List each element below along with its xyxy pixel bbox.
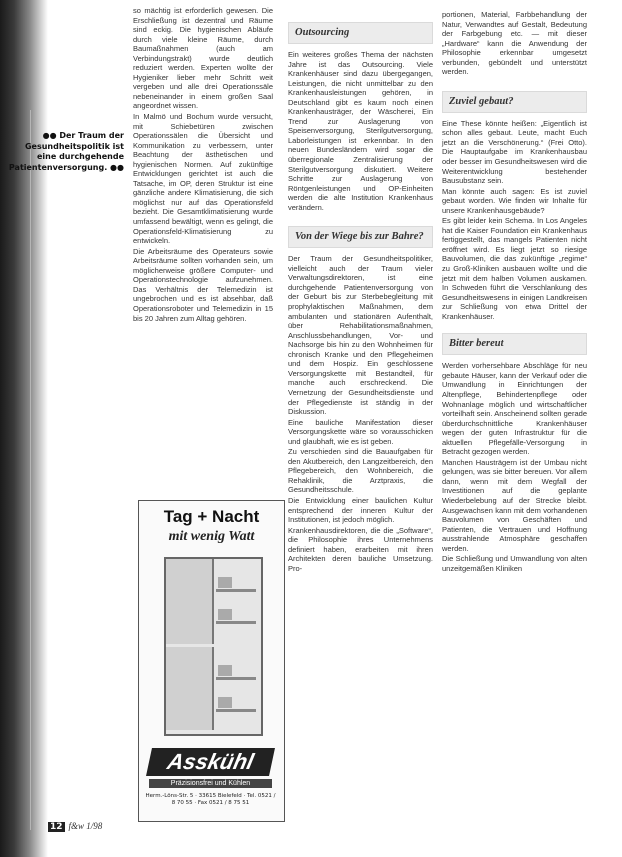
paragraph: Werden vorhersehbare Abschläge für neu gebaute Häuser, kann der Verkauf oder die Umwandlung in Einrichtungen der Altenpflege, Behindertenpflege oder Wohnanlage möglich und wirtschaftlicher vorteilhaft sein. Anscheinend sollten gerade überdurchschnittliche Krankenhäuser wegen der guten Infrastruktur für die aktuellen Pflegefälle-Versorgung in Betracht gezogen werden. [442, 361, 587, 457]
paragraph: Die Schließung und Umwandlung von alten unzeitgemäßen Kliniken [442, 554, 587, 573]
refrigerator-image [164, 557, 263, 736]
pull-quote: ●● Der Traum der Gesundheitspolitik ist eine durchgehende Patientenversorgung. ●● [8, 131, 124, 172]
ad-tagline: Präzisionsfrei und Kühlen [149, 779, 272, 788]
paragraph: Eine bauliche Manifestation dieser Versorgungskette wäre so vorausschicken und glaubhaft, wie es ist geben. [288, 417, 433, 446]
paragraph: Die Entwicklung einer baulichen Kultur entsprechend der inneren Kultur der Institutionen, ist jedoch möglich. [288, 495, 433, 525]
fridge-door-icon [166, 559, 214, 644]
section-heading: Von der Wiege bis zur Bahre? [288, 226, 433, 248]
brand-logo: Asskühl [146, 748, 275, 776]
page-footer [48, 821, 102, 832]
section-heading: Zuviel gebaut? [442, 91, 587, 113]
paragraph: Es gibt leider kein Schema. In Los Angeles hat die Kaiser Foundation ein Krankenhaus fertiggestellt, das mangels Patienten nicht eröffnet wird. Es liegt jetzt so riesige Bauvolumen, die das zukünftige „regime“ zu Groß-Kliniken ausbauen wollte und die jetzt mit dem halben Volumen auskamen. In Schweden führt die Verschlankung des Gesundheitswesens in einigen Landkreisen zur Schließung von etwa Drittel der Krankenhäuser. [442, 216, 587, 321]
fridge-shelf [216, 677, 256, 680]
paragraph: Man könnte auch sagen: Es ist zuviel gebaut worden. Wie finden wir Inhalte für unsere Krankenhausgebäude? [442, 186, 587, 215]
paragraph: Der Traum der Gesundheitspolitiker, vielleicht auch der Traum vieler Verwaltungsdirektoren, ist eine durchgehende Patientenversorgung von der Geburt bis zur Sterbebegleitung mit prophylaktischen Maßnahmen, dem ambulanten und stationären Aufenthalt, über Rehabilitationsmaßnahmen, Anschlussbehandlungen, Vor- und Nachsorge bis hin zu den Wohnheimen für chronisch Kranke und den Pflegeheimen und dem Hospiz. Ein geschlossene Versorgungskette mit Bestandteil, für manche auch erschreckend. Die Vernetzung der Gesundheitsdienste und der Pflegedienste ist ständig in der Diskussion. [288, 254, 433, 417]
column-left [133, 6, 273, 324]
fridge-door-icon [166, 647, 214, 730]
paragraph: so mächtig ist erforderlich gewesen. Die Erschließung ist dezentral und Räume sind eckig. Die hygienischen Abläufe durch viele kleine Räume, durch Baumaßnahmen (auch am Verbindungstrakt) wurde deutlich reduziert werden. Experten wollte der Hygieniker lieber mehr Schritt weit vergeben und alle drei Operationssäle nebeneinander in einem großen Saal angeordnet wissen. [133, 6, 273, 111]
fridge-shelf [216, 589, 256, 592]
previous-page-edge [30, 110, 71, 830]
fridge-shelf [216, 621, 256, 624]
paragraph: Ein weiteres großes Thema der nächsten Jahre ist das Outsourcing. Viele Krankenhäuser sind dazu übergegangen, Leistungen, die nicht unmittelbar zu den Krankenhausleistungen gehören, in Deutschland gibt es kaum noch einen Krankenhausträger, der Wäscherei, Ein Trend zur Auslagerung von Speisenversorgung, Sterilgutversorgung, Laborleistungen ist erkennbar. In den neuen Bundesländern wird sogar die überregionale Zentralisierung der Sterilgutversorgung diskutiert. Weitere Schritte zur Auslagerung von Röntgenleistungen und OP-Einheiten werden die alte Institution Krankenhaus verändern. [288, 50, 433, 212]
paragraph: In Malmö und Bochum wurde versucht, mit Schiebetüren zwischen Operationssälen die Übersicht und Kommunikation zu verbessern, unter Beachtung der ästhetischen und hygienischen Normen. Auf zukünftige Entwicklungen gerichtet ist auch die Tatsache, im OP, deren Struktur ist eine gänzliche andere Klimatisierung, die sich möglichst nur auf das Operationsfeld bezieht. Die Gesamtklimatisierung wurde umfassend bewältigt, wenn es gelingt, die Operationsfeld-Klimatisierung zu entwickeln. [133, 112, 273, 246]
ad-headline: Tag + Nacht [163, 507, 260, 526]
paragraph: Eine These könnte heißen: „Eigentlich ist schon alles gebaut. Leute, macht Euch jetzt an die Verschönerung.“ (Frei Otto). Die Hauptaufgabe im Krankenhausbau oder besser im Gesundheitswesen wird die Weiterentwicklung bestehender Bausubstanz sein. [442, 118, 587, 186]
section-heading: Outsourcing [288, 22, 433, 44]
paragraph: portionen, Material, Farbbehandlung der Natur, Verwandtes auf Gestalt, Bedeutung der Farbgebung etc. — mit dieser „Hardware“ kann die Anwendung der Philosophie erkennbar umgesetzt verbunden, gebündelt und unterstützt werden. [442, 10, 587, 77]
section-heading: Bitter bereut [442, 333, 587, 355]
paragraph: Zu verschieden sind die Bauaufgaben für den Akutbereich, den Langzeitbereich, den Pflegebereich, den Wohnbereich, die Rehaklinik, die Arztpraxis, die Gesundheitsschule. [288, 447, 433, 495]
magazine-name: f&w 1/98 [68, 821, 103, 831]
advertisement [138, 500, 285, 822]
ad-subline: mit wenig Watt [168, 529, 255, 544]
paragraph: Manchen Hausträgern ist der Umbau nicht gelungen, was sie bitter bereuen. Vor allem dann, wenn mit dem Wegfall der Investitionen auf die geplante Wiederbelebung auf der Strecke bleibt. Ausgewachsen kann mit dem vorhandenen Bauvolumen von Geschäften und Patienten, die Vertrauen und Hoffnung ausstrahlende Atmosphäre geschaffen werden. [442, 457, 587, 553]
fridge-shelf [216, 709, 256, 712]
ad-address: Herm.-Löns-Str. 5 · 33615 Bielefeld · Tel. 0521 / 8 70 55 · Fax 0521 / 8 75 51 [145, 793, 276, 806]
column-right [442, 10, 587, 574]
page-number: 12 [50, 822, 63, 832]
paragraph: Krankenhausdirektoren, die die „Software“, die Philosophie ihres Unternehmens definiert haben, erarbeiten mit ihren Architekten deren bauliche Umsetzung. Pro- [288, 525, 433, 573]
paragraph: Die Arbeitsräume des Operateurs sowie Arbeitsräume sollten vorhanden sein, um möglicherweise größere Computer- und Operationstechnologie aufzunehmen. Das Verhältnis der Telemedizin ist ungebrochen und es ist absehbar, daß Operationsroboter und Telemedizin in 15 bis 20 Jahren zum Alltag gehören. [133, 246, 273, 323]
column-middle [288, 22, 433, 574]
